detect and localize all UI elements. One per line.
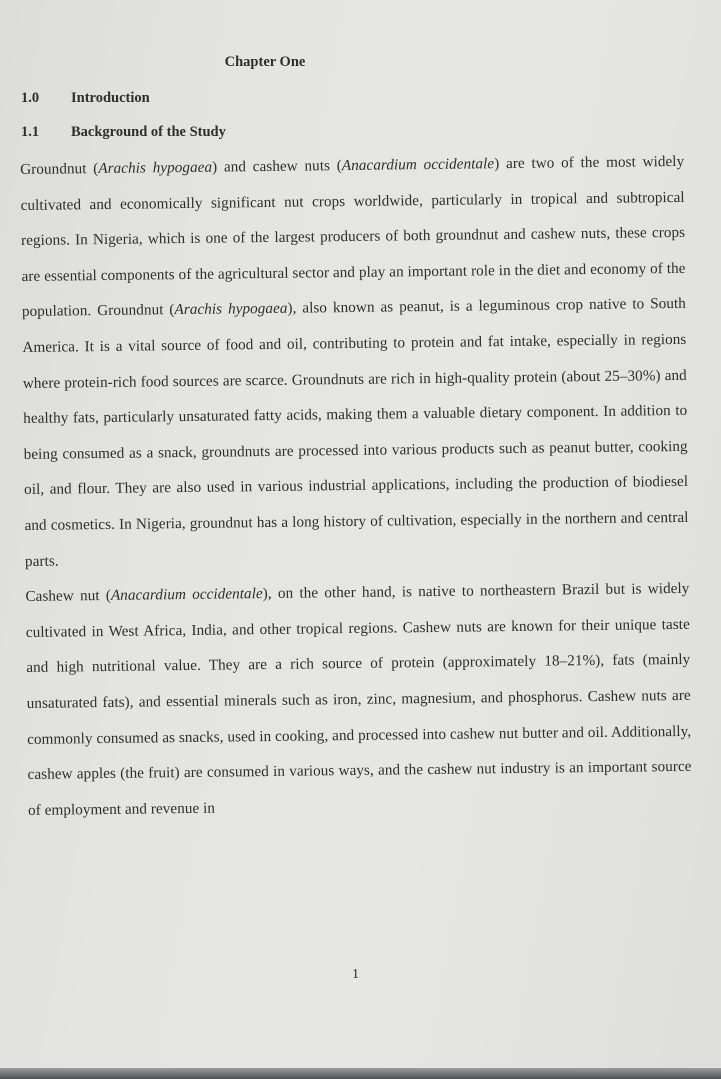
paragraph-groundnut [20,144,689,579]
section-title: Introduction [71,90,150,106]
section-number: 1.1 [21,124,40,140]
scientific-name: Arachis hypogaea [174,300,288,319]
text-run: Groundnut ( [20,160,99,178]
scientific-name: Anacardium occidentale [341,155,495,175]
body-text [20,144,692,828]
scientific-name: Anacardium occidentale [110,585,263,605]
scientific-name: Arachis hypogaea [98,158,213,178]
section-title: Background of the Study [71,124,226,140]
text-run: ), also known as peanut, is a leguminous crop native to South America. It is a vital source of food and oil, contributing to protein and fat intake, especially in regions where protein-rich food sources are scarce. Groundnuts are rich in high-quality protein (about 25–30%) and healthy fats, particularly unsaturated fatty acids, making them a valuable dietary component. In addition to being consumed as a snack, groundnuts are processed into various products such as peanut butter, cooking oil, and flour. They are also used in various industrial applications, including the production of biodiesel and cosmetics. In Nigeria, groundnut has a long history of cultivation, especially in the northern and central parts. [22,295,689,570]
text-run: ), on the other hand, is native to northeastern Brazil but is widely cultivated in West Africa, India, and other tropical regions. Cashew nuts are known for their unique taste and high nutritional value. They are a rich source of protein (approximately 18–21%), fats (mainly unsaturated fats), and essential minerals such as iron, zinc, magnesium, and phosphorus. Cashew nuts are commonly consumed as snacks, used in cooking, and processed into cashew nut butter and oil. Additionally, cashew apples (the fruit) are consumed in various ways, and the cashew nut industry is an important source of employment and revenue in [25,579,692,819]
paragraph-cashew [25,571,692,828]
page-bottom-edge [0,1068,721,1079]
page-number: 1 [352,967,359,982]
chapter-title: Chapter One [224,54,306,70]
text-run: ) and cashew nuts ( [211,157,342,176]
text-run: Cashew nut ( [25,587,112,606]
text-run: ) are two of the most widely cultivated and economically significant nut crops worldwide, particularly in tropical and subtropical regions. In Nigeria, which is one of the largest producers of both groundnut and cashew nuts, these crops are essential components of the agricultural sector and play an important role in the diet and economy of the population. Groundnut ( [20,152,686,321]
section-number: 1.0 [21,90,40,106]
